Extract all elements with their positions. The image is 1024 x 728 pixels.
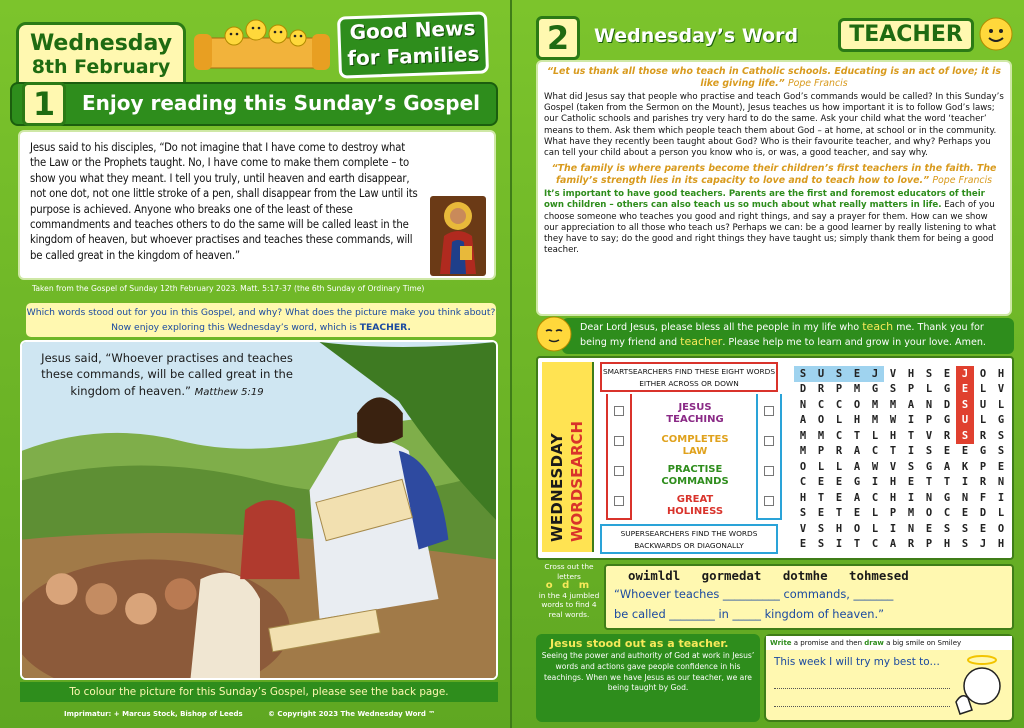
- grid-letter[interactable]: C: [871, 491, 879, 504]
- search-word: LAW: [682, 446, 708, 457]
- grid-letter[interactable]: T: [889, 445, 897, 458]
- grid-letter[interactable]: A: [943, 460, 951, 473]
- checkbox[interactable]: [764, 496, 774, 506]
- grid-letter[interactable]: S: [925, 445, 933, 458]
- grid-letter[interactable]: U: [812, 366, 830, 382]
- grid-letter[interactable]: M: [799, 445, 807, 458]
- grid-letter[interactable]: W: [871, 460, 879, 473]
- write-word: Write: [770, 639, 792, 647]
- promise-line[interactable]: [774, 688, 950, 689]
- grid-letter[interactable]: T: [943, 476, 951, 489]
- grid-letter[interactable]: S: [961, 538, 969, 551]
- pope-quote-2-by: Pope Francis: [932, 175, 993, 187]
- paragraph-2-rest: Each of you choose someone who teaches you good and right things, and say a prayer for them. How can we show our appreciation to all those who teach us? Perhaps we can: be a good learner by really listening to what they have to say; do the good and right things they have taught us; simply thank them for being a good teacher.: [544, 200, 997, 256]
- grid-letter[interactable]: S: [799, 507, 807, 520]
- grid-letter[interactable]: V: [799, 522, 807, 535]
- super-searchers-instruction: SUPERSEARCHERS FIND THE WORDS BACKWARDS OR DIAGONALLY: [600, 524, 778, 554]
- crossout-b: in the 4 jumbled words to find 4 real words.: [538, 590, 600, 619]
- grid-letter[interactable]: H: [835, 522, 843, 535]
- wordsearch-label: [542, 362, 594, 552]
- grid-letter[interactable]: R: [943, 429, 951, 442]
- grid-letter[interactable]: C: [943, 507, 951, 520]
- wordsearch-title-1: WEDNESDAY: [548, 432, 566, 542]
- grid-letter[interactable]: N: [997, 476, 1005, 489]
- grid-letter[interactable]: R: [817, 383, 825, 396]
- grid-letter[interactable]: M: [817, 429, 825, 442]
- grid-letter[interactable]: S: [907, 460, 915, 473]
- grid-letter[interactable]: L: [871, 429, 879, 442]
- grid-letter[interactable]: P: [817, 445, 825, 458]
- grid-letter[interactable]: S: [817, 522, 825, 535]
- grid-letter[interactable]: S: [925, 367, 933, 380]
- checkbox[interactable]: [614, 466, 624, 476]
- grid-letter[interactable]: C: [871, 538, 879, 551]
- prayer-a: Dear Lord Jesus, please bless all the people in my life who: [580, 322, 860, 333]
- grid-letter[interactable]: T: [853, 538, 861, 551]
- grid-letter[interactable]: H: [907, 367, 915, 380]
- grid-letter[interactable]: S: [889, 383, 897, 396]
- grid-row: [794, 413, 1010, 429]
- word-section-header: [522, 16, 1010, 58]
- grid-row: [794, 475, 1010, 491]
- grid-letter[interactable]: J: [979, 538, 987, 551]
- grid-letter[interactable]: N: [799, 398, 807, 411]
- paragraph-2-lead: It’s important to have good teachers. Parents are the first and foremost educators of their own children – others can also teach us so much about what really matters in life.: [544, 189, 985, 211]
- grid-letter[interactable]: H: [943, 538, 951, 551]
- draw-word: draw: [864, 639, 884, 647]
- grid-letter[interactable]: A: [853, 460, 861, 473]
- grid-letter[interactable]: N: [925, 491, 933, 504]
- section-title: Wednesday’s Word: [594, 25, 799, 47]
- grid-letter[interactable]: T: [817, 491, 825, 504]
- grid-letter[interactable]: V: [889, 460, 897, 473]
- grid-letter[interactable]: T: [835, 507, 843, 520]
- grid-letter[interactable]: E: [907, 476, 915, 489]
- gospel-section-header: [10, 82, 498, 126]
- grid-letter[interactable]: G: [997, 414, 1005, 427]
- grid-letter[interactable]: J: [956, 366, 974, 382]
- pope-quote-1: [544, 66, 1004, 90]
- grid-row: [794, 397, 1010, 413]
- question-text: Which words stood out for you in this Gospel, and why? What does the picture make you think about? Now enjoy exploring this Wednesday’s word, which is: [26, 307, 496, 333]
- grid-letter[interactable]: R: [907, 538, 915, 551]
- gospel-text-box: [18, 130, 496, 280]
- sofa-family-illustration: [194, 16, 330, 76]
- grid-letter[interactable]: T: [907, 429, 915, 442]
- checkbox[interactable]: [764, 436, 774, 446]
- grid-letter[interactable]: F: [979, 491, 987, 504]
- grid-letter[interactable]: H: [889, 476, 897, 489]
- stood-out-box: [536, 634, 760, 722]
- grid-letter[interactable]: N: [925, 398, 933, 411]
- grid-letter[interactable]: K: [961, 460, 969, 473]
- grid-row: [794, 428, 1010, 444]
- grid-letter[interactable]: P: [835, 383, 843, 396]
- pope-quote-1-by: Pope Francis: [787, 78, 848, 89]
- write-d: a big smile on Smiley: [886, 639, 962, 647]
- grid-letter[interactable]: I: [997, 491, 1005, 504]
- grid-letter[interactable]: G: [943, 491, 951, 504]
- checkbox[interactable]: [764, 406, 774, 416]
- search-word: JESUS: [678, 402, 712, 413]
- grid-letter[interactable]: P: [979, 460, 987, 473]
- checklist-right: [756, 394, 782, 520]
- jumbled-words-box: [604, 564, 1014, 630]
- grid-letter[interactable]: A: [853, 445, 861, 458]
- grid-letter[interactable]: I: [907, 491, 915, 504]
- gospel-text: Jesus said to his disciples, “Do not imagine that I have come to destroy what the Law or the Prophets taught. No, I have come to make them complete – to show you what they meant. I tell you truly, until heaven and earth disappear, not one dot, not one little stroke of a pen, shall disappear from the Law until its purpose is achieved. Anyone who breaks one of the least of these commandments and teaches others to do the same will be called least in the kingdom of heaven, but whoever practises and teaches these commands, will be called great in the kingdom of heaven.”: [30, 141, 418, 262]
- imprimatur: Imprimatur: + Marcus Stock, Bishop of Leeds: [64, 710, 243, 718]
- fill-in-line-2[interactable]: be called ________ in _____ kingdom of heaven.”: [614, 607, 884, 621]
- grid-letter[interactable]: T: [853, 429, 861, 442]
- grid-row: [794, 444, 1010, 460]
- checkbox[interactable]: [614, 496, 624, 506]
- grid-letter[interactable]: H: [889, 429, 897, 442]
- grid-letter[interactable]: H: [799, 491, 807, 504]
- grid-letter[interactable]: O: [997, 522, 1005, 535]
- fill-in-line-1[interactable]: “Whoever teaches __________ commands, _______: [614, 587, 894, 601]
- grid-letter[interactable]: E: [817, 476, 825, 489]
- crossout-letters: o d m: [545, 580, 593, 592]
- checkbox[interactable]: [614, 436, 624, 446]
- brand-line-1: Good News: [349, 15, 476, 45]
- grid-letter[interactable]: M: [799, 429, 807, 442]
- grid-letter[interactable]: R: [835, 445, 843, 458]
- crossout-a: Cross out the letters: [544, 562, 594, 581]
- pope-quote-2-text: “The family is where parents become their children’s first teachers in the faith. The family’s strength lies in its capacity to love and to teach how to love.”: [551, 163, 997, 187]
- prayer-b: me. Thank you for being my friend and: [580, 322, 984, 348]
- word-explanation-box: [536, 60, 1012, 316]
- grid-row: [794, 506, 1010, 522]
- grid-letter[interactable]: M: [853, 383, 861, 396]
- grid-letter[interactable]: E: [961, 507, 969, 520]
- section-title: Enjoy reading this Sunday’s Gospel: [82, 91, 481, 115]
- praying-smiley-icon: [534, 314, 574, 354]
- grid-letter[interactable]: E: [925, 522, 933, 535]
- section-number: 1: [22, 82, 66, 126]
- grid-letter[interactable]: R: [979, 476, 987, 489]
- grid-letter[interactable]: D: [943, 398, 951, 411]
- copyright: © Copyright 2023 The Wednesday Word ™: [268, 710, 436, 718]
- pope-quote-2: [544, 163, 1004, 187]
- grid-letter[interactable]: M: [907, 507, 915, 520]
- grid-row: [794, 521, 1010, 537]
- grid-row: [794, 537, 1010, 553]
- grid-letter[interactable]: L: [997, 398, 1005, 411]
- grid-letter[interactable]: E: [848, 366, 866, 382]
- smiley-icon: [978, 16, 1014, 52]
- grid-letter[interactable]: M: [871, 414, 879, 427]
- explanation-paragraph-1: What did Jesus say that people who practise and teach God’s commands would be called? In this Sunday’s Gospel (taken from the Sermon on the Mount), Jesus teaches us how important it is to follow God’s laws; our Catholic schools and parishes try very hard to do the same. Ask your child what the word ‘teacher’ means to them. Ask them which people teach them about God – at home, at school or in the community. What have they recently been taught about God? Who is their favourite teacher, and why? Perhaps you can tell your child about a person you know who is, or was, a good teacher, and say why.: [544, 92, 1004, 159]
- grid-letter[interactable]: W: [889, 414, 897, 427]
- grid-letter[interactable]: A: [889, 538, 897, 551]
- right-page: [512, 0, 1024, 728]
- checkbox[interactable]: [764, 466, 774, 476]
- brand-line-2: for Families: [346, 41, 480, 71]
- question-word: TEACHER.: [359, 322, 411, 333]
- wordsearch-grid: [794, 366, 1010, 556]
- stood-out-title: Jesus stood out as a teacher.: [550, 637, 729, 650]
- grid-letter[interactable]: H: [997, 367, 1005, 380]
- grid-letter[interactable]: O: [979, 367, 987, 380]
- grid-letter[interactable]: L: [835, 414, 843, 427]
- grid-letter[interactable]: A: [907, 398, 915, 411]
- smiley-hand-icon: [952, 652, 1006, 716]
- gospel-source: Taken from the Gospel of Sunday 12th February 2023. Matt. 5:17-37 (the 6th Sunday of Ordinary Time): [32, 284, 425, 293]
- smart-searchers-instruction: SMARTSEARCHERS FIND THESE EIGHT WORDS EITHER ACROSS OR DOWN: [600, 362, 778, 392]
- grid-letter[interactable]: S: [997, 429, 1005, 442]
- grid-letter[interactable]: I: [907, 445, 915, 458]
- grid-letter[interactable]: A: [799, 414, 807, 427]
- grid-letter[interactable]: L: [997, 507, 1005, 520]
- crossout-instruction: [536, 562, 602, 632]
- grid-letter[interactable]: R: [979, 429, 987, 442]
- grid-letter[interactable]: L: [979, 414, 987, 427]
- picture-quote-text: Jesus said, “Whoever practises and teaches these commands, will be called great in the kingdom of heaven.”: [41, 351, 293, 398]
- grid-letter[interactable]: U: [956, 413, 974, 429]
- search-word: HOLINESS: [666, 506, 724, 517]
- grid-letter[interactable]: E: [956, 382, 974, 398]
- grid-letter[interactable]: E: [853, 507, 861, 520]
- grid-letter[interactable]: S: [956, 428, 974, 444]
- grid-letter[interactable]: P: [907, 383, 915, 396]
- grid-letter[interactable]: S: [956, 397, 974, 413]
- word-of-week: TEACHER: [838, 18, 974, 52]
- grid-letter[interactable]: S: [817, 538, 825, 551]
- wordsearch-title-2: WORDSEARCH: [568, 420, 586, 542]
- grid-letter[interactable]: I: [835, 538, 843, 551]
- checklist-left: [606, 394, 632, 520]
- grid-letter[interactable]: E: [961, 445, 969, 458]
- prayer-highlight-teach: teach: [862, 320, 894, 333]
- grid-letter[interactable]: M: [889, 398, 897, 411]
- grid-letter[interactable]: O: [853, 398, 861, 411]
- pope-quote-1-text: “Let us thank all those who teach in Catholic schools. Educating is an act of love; it is like giving life.”: [547, 66, 1001, 89]
- grid-letter[interactable]: P: [889, 507, 897, 520]
- grid-letter[interactable]: L: [817, 460, 825, 473]
- grid-letter[interactable]: T: [925, 476, 933, 489]
- search-word: PRACTISE: [667, 464, 723, 475]
- grid-letter[interactable]: S: [997, 445, 1005, 458]
- grid-letter[interactable]: L: [871, 522, 879, 535]
- grid-letter[interactable]: E: [997, 460, 1005, 473]
- explanation-paragraph-2: [544, 189, 1004, 256]
- grid-letter[interactable]: J: [866, 366, 884, 382]
- grid-letter[interactable]: E: [817, 507, 825, 520]
- grid-letter[interactable]: G: [925, 460, 933, 473]
- grid-letter[interactable]: P: [925, 414, 933, 427]
- grid-letter[interactable]: H: [997, 538, 1005, 551]
- grid-letter[interactable]: I: [871, 476, 879, 489]
- grid-letter[interactable]: C: [799, 476, 807, 489]
- grid-letter[interactable]: G: [943, 414, 951, 427]
- grid-letter[interactable]: C: [835, 429, 843, 442]
- grid-row: [794, 490, 1010, 506]
- grid-letter[interactable]: E: [835, 491, 843, 504]
- search-word: GREAT: [676, 494, 714, 505]
- write-b: a promise and then: [793, 639, 863, 647]
- grid-letter[interactable]: E: [943, 367, 951, 380]
- promise-line[interactable]: [774, 706, 950, 707]
- grid-letter[interactable]: D: [979, 507, 987, 520]
- grid-letter[interactable]: S: [943, 522, 951, 535]
- grid-letter[interactable]: I: [889, 522, 897, 535]
- grid-letter[interactable]: V: [925, 429, 933, 442]
- stood-out-text: Seeing the power and authority of God at work in Jesus’ words and actions gave people confidence in his teachings. When we have Jesus as our teacher, we are being taught by God.: [541, 651, 755, 693]
- grid-letter[interactable]: P: [925, 538, 933, 551]
- day-label: Wednesday: [29, 31, 173, 56]
- grid-letter[interactable]: O: [853, 522, 861, 535]
- grid-letter[interactable]: I: [907, 414, 915, 427]
- grid-row: [794, 459, 1010, 475]
- grid-letter[interactable]: G: [943, 383, 951, 396]
- grid-letter[interactable]: L: [925, 383, 933, 396]
- grid-letter[interactable]: G: [853, 476, 861, 489]
- grid-letter[interactable]: O: [925, 507, 933, 520]
- section-number: 2: [536, 16, 580, 60]
- grid-letter[interactable]: C: [871, 445, 879, 458]
- grid-letter[interactable]: G: [871, 383, 879, 396]
- grid-letter[interactable]: H: [853, 414, 861, 427]
- checkbox[interactable]: [614, 406, 624, 416]
- grid-letter[interactable]: N: [907, 522, 915, 535]
- grid-row: [794, 382, 1010, 398]
- prayer-box: [562, 318, 1014, 354]
- christ-icon: [430, 196, 486, 276]
- grid-letter[interactable]: G: [979, 445, 987, 458]
- jumbled-words: owimldl gormedat dotmhe tohmesed: [628, 568, 909, 583]
- grid-letter[interactable]: E: [979, 522, 987, 535]
- search-word: COMMANDS: [661, 476, 729, 487]
- date-label: 8th February: [31, 56, 171, 78]
- reflection-question: [26, 303, 496, 337]
- search-word: COMPLETES: [661, 434, 729, 445]
- prayer-highlight-teacher: teacher: [680, 335, 723, 348]
- picture-quote: [32, 350, 302, 401]
- grid-letter[interactable]: D: [799, 383, 807, 396]
- grid-letter[interactable]: H: [889, 491, 897, 504]
- grid-letter[interactable]: L: [979, 383, 987, 396]
- grid-letter[interactable]: C: [817, 398, 825, 411]
- grid-letter[interactable]: S: [961, 522, 969, 535]
- prayer-c: . Please help me to learn and grow in your love. Amen.: [722, 337, 986, 348]
- promise-box: [764, 634, 1014, 722]
- good-news-logo: [337, 11, 489, 78]
- grid-letter[interactable]: E: [943, 445, 951, 458]
- grid-row: [794, 366, 1010, 382]
- grid-letter[interactable]: O: [817, 414, 825, 427]
- grid-letter[interactable]: O: [799, 460, 807, 473]
- grid-letter[interactable]: A: [853, 491, 861, 504]
- grid-letter[interactable]: V: [997, 383, 1005, 396]
- grid-letter[interactable]: S: [830, 366, 848, 382]
- grid-letter[interactable]: L: [835, 460, 843, 473]
- grid-letter[interactable]: I: [961, 476, 969, 489]
- wordsearch-panel: [536, 356, 1014, 560]
- grid-letter[interactable]: V: [889, 367, 897, 380]
- grid-letter[interactable]: L: [871, 507, 879, 520]
- grid-letter[interactable]: S: [794, 366, 812, 382]
- grid-letter[interactable]: E: [799, 538, 807, 551]
- search-word: TEACHING: [666, 414, 724, 425]
- picture-quote-ref: Matthew 5:19: [194, 386, 264, 398]
- promise-prompt: This week I will try my best to…: [774, 656, 940, 668]
- grid-letter[interactable]: M: [871, 398, 879, 411]
- grid-letter[interactable]: N: [961, 491, 969, 504]
- grid-letter[interactable]: C: [835, 398, 843, 411]
- promise-instruction: [766, 636, 1012, 650]
- grid-letter[interactable]: U: [979, 398, 987, 411]
- grid-letter[interactable]: E: [835, 476, 843, 489]
- colour-note: To colour the picture for this Sunday’s Gospel, please see the back page.: [20, 682, 498, 702]
